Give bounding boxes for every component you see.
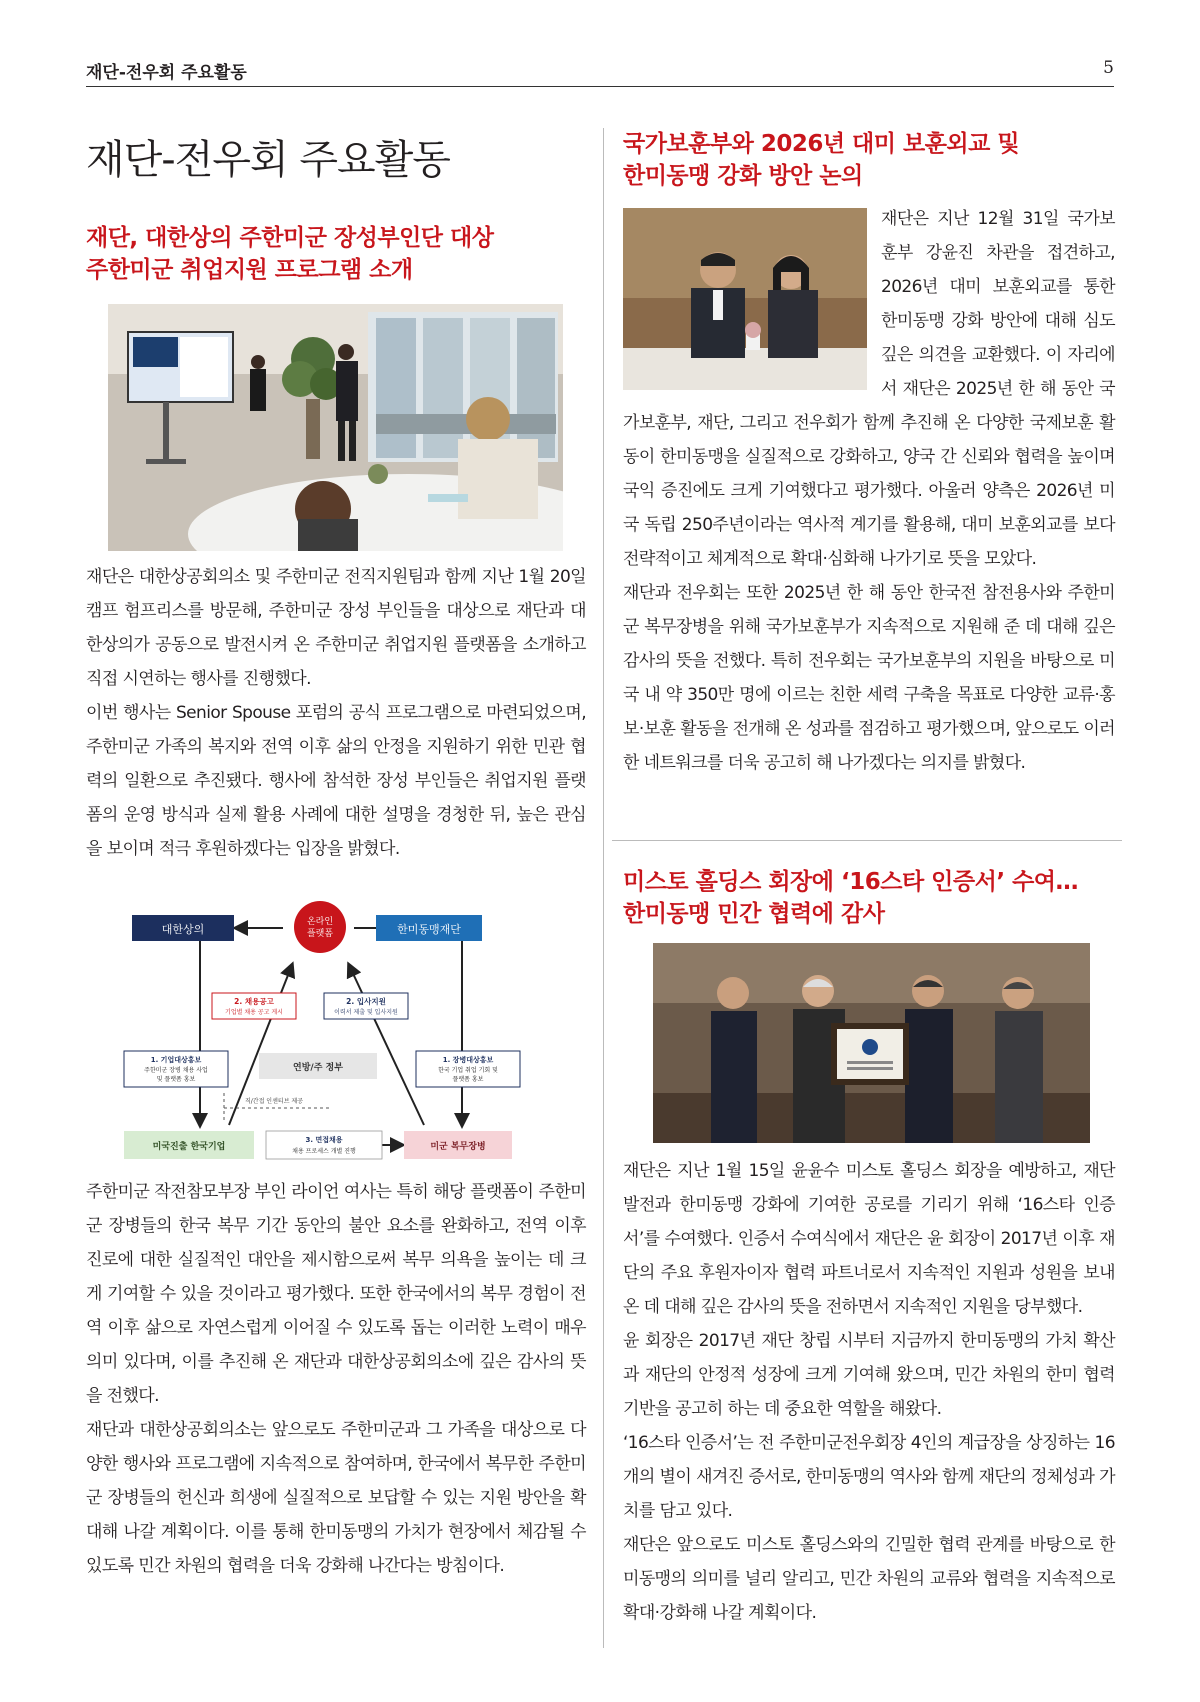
article2-title-line1: 국가보훈부와 2026년 대미 보훈외교 및 [623,131,1020,157]
box-soldier-sub1: 한국 기업 취업 기회 및 [438,1067,498,1074]
article3-paragraph-3: ‘16스타 인증서’는 전 주한미군전우회장 4인의 계급장을 상징하는 16개의 별이 새겨진 증서로, 한미동맹의 역사와 함께 재단의 정체성과 가치를 담고 있다. [623,1433,1115,1521]
article3-paragraph-4: 재단은 앞으로도 미스토 홀딩스와의 긴밀한 협력 관계를 바탕으로 한미동맹의 의미를 널리 알리고, 민간 차원의 교류와 협력을 지속적으로 확대·강화해 나갈 계획이다. [623,1535,1115,1623]
box-interview-sub: 채용 프로세스 개별 진행 [292,1148,356,1155]
node-veterans: 미군 복무장병 [430,1142,486,1152]
box-apply-title: 2. 입사지원 [346,997,386,1006]
box-soldier-sub2: 플랫폼 홍보 [452,1076,484,1083]
article2-title-line2: 한미동맹 강화 방안 논의 [623,163,863,189]
article3-paragraph-1: 재단은 지난 1월 15일 윤윤수 미스토 홀딩스 회장을 예방하고, 재단 발전과 한미동맹 강화에 기여한 공로를 기리기 위해 ‘16스타 인증서’를 수여했다. 인증서 수여식에서 재단은 윤 회장이 2017년 이후 재단의 주요 후원자이자 협력 파트너로서 지속적인 지원과 성원을 보내온 데 대해 깊은 감사의 뜻을 전하면서 지속적인 지원을 당부했다. [623,1161,1115,1317]
box-apply-sub: 이력서 제출 및 입사지원 [334,1009,398,1016]
page-number: 5 [1103,58,1114,78]
node-chamber: 대한상의 [161,923,205,936]
article2-paragraph-2: 재단과 전우회는 또한 2025년 한 해 동안 한국전 참전용사와 주한미군 복무장병을 위해 국가보훈부가 지속적으로 지원해 준 데 대해 깊은 감사의 뜻을 전했다. 특히 전우회는 국가보훈부의 지원을 바탕으로 미국 내 약 350만 명에 이르는 친한 세력 구축을 목표로 다양한 교류·홍보·보훈 활동을 전개해 온 성과를 점검하고 평가했으며, 앞으로도 이러한 네트워크를 더욱 공고히 해 나가겠다는 의지를 밝혔다. [623,583,1115,773]
article1-paragraph-2: 이번 행사는 Senior Spouse 포럼의 공식 프로그램으로 마련되었으며, 주한미군 가족의 복지와 전역 이후 삶의 안정을 지원하기 위한 민관 협력의 일환으로 추진됐다. 행사에 참석한 장성 부인들은 취업지원 플랫폼의 운영 방식과 실제 활용 사례에 대한 설명을 경청한 뒤, 높은 관심을 보이며 적극 후원하겠다는 입장을 밝혔다. [86,703,586,859]
box-corp-title: 1. 기업대상홍보 [150,1056,202,1064]
node-foundation: 한미동맹재단 [397,923,461,936]
article1-title [86,222,586,286]
box-corp-sub1: 주한미군 장병 채용 사업 [144,1067,208,1074]
running-header [86,58,1114,87]
article3-body [623,1154,1115,1630]
page-title: 재단-전우회 주요활동 [86,137,450,183]
box-hiring-sub: 기업별 채용 공고 게시 [225,1009,283,1016]
article1-body-bottom [86,1175,586,1583]
node-online-line1: 온라인 [306,917,334,927]
article3-title-line1: 미스토 홀딩스 회장에 ‘16스타 인증서’ 수여… [623,869,1079,895]
column-divider [603,128,604,1648]
certificate-photo [653,943,1090,1143]
node-companies: 미국진출 한국기업 [152,1142,226,1152]
meeting-photo [623,208,867,390]
header-section-name: 재단-전우회 주요활동 [86,63,247,83]
article2-title [623,128,1113,192]
article3-title-line2: 한미동맹 민간 협력에 감사 [623,901,885,927]
node-government: 연방/주 정부 [293,1063,343,1073]
event-photo-presentation [108,304,563,551]
article1-body-top [86,560,586,866]
article1-title-line2: 주한미군 취업지원 프로그램 소개 [86,257,413,283]
article3-title [623,866,1113,930]
article2-paragraph-1: 재단은 지난 12월 31일 국가보훈부 강윤진 차관을 접견하고, 2026년 대미 보훈외교를 통한 한미동맹 강화 방안에 대해 심도 깊은 의견을 교환했다. 이 자리에서 재단은 2025년 한 해 동안 국가보훈부, 재단, 그리고 전우회가 함께 추진해 온 다양한 국제보훈 활동이 한미동맹을 실질적으로 강화하고, 양국 간 신뢰와 협력을 높이며 국익 증진에도 크게 기여했다고 평가했다. 아울러 양측은 2026년 미국 독립 250주년이라는 역사적 계기를 활용해, 대미 보훈외교를 보다 전략적이고 체계적으로 확대·심화해 나가기로 뜻을 모았다. [623,209,1115,569]
article1-paragraph-4: 재단과 대한상공회의소는 앞으로도 주한미군과 그 가족을 대상으로 다양한 행사와 프로그램에 지속적으로 참여하며, 한국에서 복무한 주한미군 장병들의 헌신과 희생에 실질적으로 보답할 수 있는 지원 방안을 확대해 나갈 계획이다. 이를 통해 한미동맹의 가치가 현장에서 체감될 수 있도록 민간 차원의 협력을 더욱 강화해 나간다는 방침이다. [86,1420,586,1576]
article1-paragraph-1: 재단은 대한상공회의소 및 주한미군 전직지원팀과 함께 지난 1월 20일 캠프 험프리스를 방문해, 주한미군 장성 부인들을 대상으로 재단과 대한상의가 공동으로 발전시켜 온 주한미군 취업지원 플랫폼을 소개하고 직접 시연하는 행사를 진행했다. [86,567,586,689]
article2-body [623,202,1115,780]
node-online-line2: 플랫폼 [306,929,334,939]
box-hiring-title: 2. 채용공고 [234,997,274,1006]
article3-paragraph-2: 윤 회장은 2017년 재단 창립 시부터 지금까지 한미동맹의 가치 확산과 재단의 안정적 성장에 크게 기여해 왔으며, 민간 차원의 한미 협력 기반을 공고히 하는 데 중요한 역할을 해왔다. [623,1331,1115,1419]
platform-flow-diagram [104,893,574,1173]
box-interview-title: 3. 면접채용 [305,1136,343,1144]
incentive-label: 직/간접 인센티브 제공 [244,1098,304,1105]
article1-paragraph-3: 주한미군 작전참모부장 부인 라이언 여사는 특히 해당 플랫폼이 주한미군 장병들의 한국 복무 기간 동안의 불안 요소를 완화하고, 전역 이후 진로에 대한 실질적인 대안을 제시함으로써 복무 의욕을 높이는 데 크게 기여할 수 있을 것이라고 평가했다. 또한 한국에서의 복무 경험이 전역 이후 삶으로 자연스럽게 이어질 수 있도록 돕는 이러한 노력이 매우 의미 있다며, 이를 추진해 온 재단과 대한상공회의소에 깊은 감사의 뜻을 전했다. [86,1182,586,1406]
article1-title-line1: 재단, 대한상의 주한미군 장성부인단 대상 [86,225,494,251]
box-corp-sub2: 및 플랫폼 홍보 [156,1076,196,1083]
section-divider [612,840,1122,841]
box-soldier-title: 1. 장병대상홍보 [442,1056,494,1064]
